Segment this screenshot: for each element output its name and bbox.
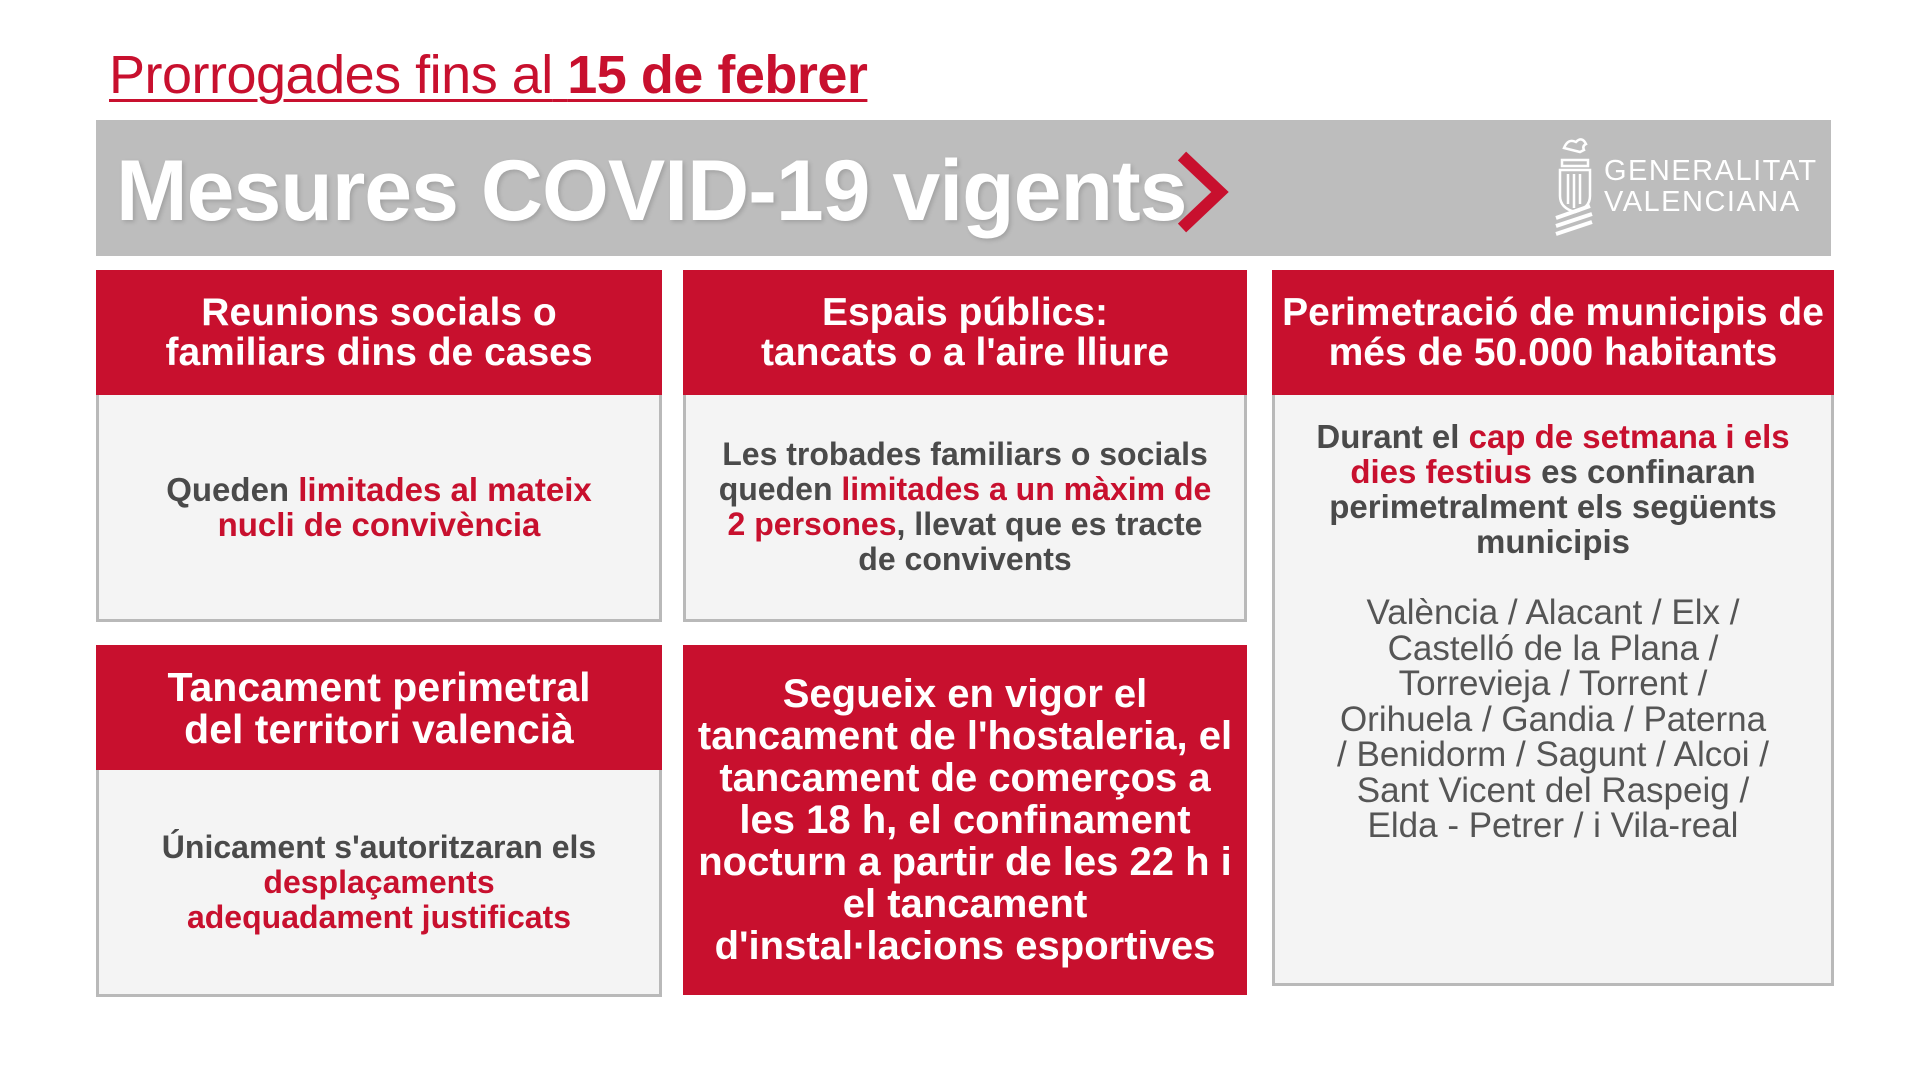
body-intro bbox=[1305, 419, 1801, 559]
subtitle-date: 15 de febrer bbox=[567, 45, 868, 105]
logo-line-1: GENERALITAT bbox=[1604, 155, 1818, 187]
body-text-end: , llevat que es tracte de convivents bbox=[858, 506, 1203, 577]
page-title: Mesures COVID-19 vigents bbox=[116, 143, 1187, 239]
card-body bbox=[99, 395, 659, 619]
card-header bbox=[683, 270, 1247, 395]
card-reunions-socials bbox=[96, 270, 662, 622]
body-text: Les trobades familiars o socials queden bbox=[718, 436, 1208, 507]
card-tancament-perimetral bbox=[96, 645, 662, 997]
subtitle-prefix: Prorrogades fins al bbox=[109, 45, 553, 105]
title-banner bbox=[96, 120, 1831, 256]
card-body bbox=[1275, 395, 1831, 983]
generalitat-logo bbox=[1550, 134, 1818, 242]
card-hostaleria bbox=[683, 645, 1247, 995]
card-title-line-2: més de 50.000 habitants bbox=[1328, 330, 1778, 374]
card-body bbox=[99, 770, 659, 994]
card-header bbox=[96, 645, 662, 770]
card-title-line-1: Perimetració de municipis de bbox=[1282, 290, 1824, 334]
body-text: Únicament s'autoritzaran els bbox=[161, 828, 597, 865]
card-title-line-2: tancats o a l'aire lliure bbox=[760, 330, 1170, 374]
card-title-line-1: Reunions socials o bbox=[201, 290, 557, 334]
card-title-line-2: familiars dins de cases bbox=[165, 330, 593, 374]
hostaleria-text: Segueix en vigor el tancament de l'hostaleria, el tancament de comerços a les 18 h, el confinament nocturn a partir de les 22 h i el tancament d'instal·lacions esportives bbox=[697, 672, 1233, 968]
subtitle bbox=[109, 44, 867, 106]
body-highlight: limitades al mateix nucli de convivència bbox=[217, 471, 592, 543]
card-title-line-1: Espais públics: bbox=[821, 290, 1109, 334]
card-title-line-2: del territori valencià bbox=[184, 705, 574, 752]
card-title-line-1: Tancament perimetral bbox=[167, 663, 591, 710]
logo-line-2: VALENCIANA bbox=[1604, 186, 1801, 218]
card-header bbox=[96, 270, 662, 395]
body-text: Durant el bbox=[1316, 418, 1469, 455]
body-highlight: desplaçaments adequadament justificats bbox=[186, 863, 572, 935]
card-espais-publics bbox=[683, 270, 1247, 622]
coat-of-arms-icon bbox=[1550, 134, 1600, 242]
municipis-list: València / Alacant / Elx / Castelló de la Plana / Torrevieja / Torrent / Orihuela / Gandia / Paterna / Benidorm / Sagunt / Alcoi / Sant Vicent del Raspeig / Elda - Petrer / i Vila-real bbox=[1337, 593, 1769, 845]
body-text: Queden bbox=[166, 471, 299, 508]
body-highlight: cap de setmana i els dies festius bbox=[1350, 418, 1790, 490]
logo-text bbox=[1604, 156, 1818, 218]
body-highlight: limitades a un màxim de 2 persones bbox=[727, 471, 1212, 542]
body-text-end: es confinaran perimetralment els següents municipis bbox=[1329, 453, 1777, 560]
card-body bbox=[686, 395, 1244, 619]
card-header bbox=[1272, 270, 1834, 395]
card-perimetracio-municipis bbox=[1272, 270, 1834, 986]
chevron-right-icon bbox=[1174, 150, 1230, 234]
